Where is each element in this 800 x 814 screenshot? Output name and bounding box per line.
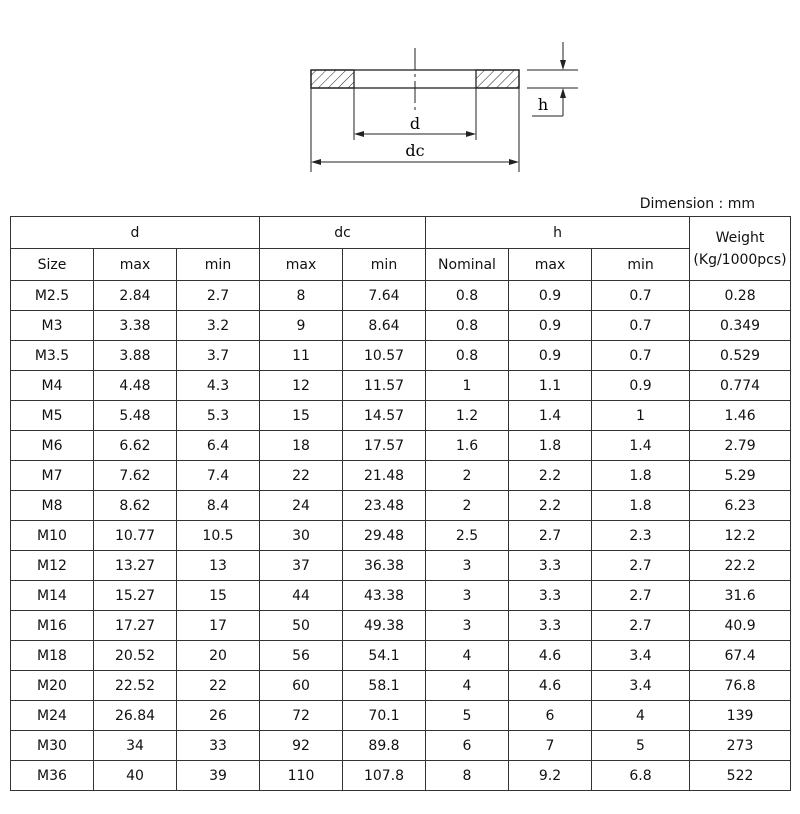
cell-d-min: 2.7 bbox=[177, 281, 260, 311]
cell-h-max: 0.9 bbox=[509, 311, 592, 341]
cell-h-nominal: 1.2 bbox=[426, 401, 509, 431]
cell-weight: 0.774 bbox=[690, 371, 791, 401]
table-row bbox=[11, 761, 791, 791]
cell-h-nominal: 4 bbox=[426, 641, 509, 671]
cell-dc-max: 72 bbox=[260, 701, 343, 731]
cell-h-min: 1.8 bbox=[592, 461, 690, 491]
cell-dc-min: 11.57 bbox=[343, 371, 426, 401]
cell-size: M6 bbox=[11, 431, 94, 461]
cell-h-nominal: 5 bbox=[426, 701, 509, 731]
cell-h-nominal: 0.8 bbox=[426, 281, 509, 311]
cell-dc-min: 23.48 bbox=[343, 491, 426, 521]
cell-h-max: 1.1 bbox=[509, 371, 592, 401]
cell-dc-min: 107.8 bbox=[343, 761, 426, 791]
cell-h-nominal: 4 bbox=[426, 671, 509, 701]
cell-h-nominal: 2 bbox=[426, 461, 509, 491]
cell-size: M10 bbox=[11, 521, 94, 551]
cell-size: M18 bbox=[11, 641, 94, 671]
cell-d-min: 26 bbox=[177, 701, 260, 731]
cell-weight: 40.9 bbox=[690, 611, 791, 641]
cell-dc-min: 36.38 bbox=[343, 551, 426, 581]
header-weight bbox=[690, 217, 791, 281]
cell-d-max: 7.62 bbox=[94, 461, 177, 491]
cell-weight: 31.6 bbox=[690, 581, 791, 611]
d-label: d bbox=[409, 114, 421, 133]
table-row bbox=[11, 701, 791, 731]
cell-h-min: 2.7 bbox=[592, 581, 690, 611]
subheader-dc-max: max bbox=[260, 249, 343, 281]
cell-weight: 139 bbox=[690, 701, 791, 731]
cell-dc-min: 49.38 bbox=[343, 611, 426, 641]
cell-dc-max: 24 bbox=[260, 491, 343, 521]
cell-d-max: 8.62 bbox=[94, 491, 177, 521]
cell-weight: 6.23 bbox=[690, 491, 791, 521]
cell-dc-min: 10.57 bbox=[343, 341, 426, 371]
cell-h-max: 3.3 bbox=[509, 551, 592, 581]
cell-dc-max: 50 bbox=[260, 611, 343, 641]
cell-h-nominal: 1 bbox=[426, 371, 509, 401]
cell-dc-max: 15 bbox=[260, 401, 343, 431]
cell-d-max: 3.38 bbox=[94, 311, 177, 341]
cell-size: M2.5 bbox=[11, 281, 94, 311]
cell-weight: 1.46 bbox=[690, 401, 791, 431]
table-row bbox=[11, 731, 791, 761]
cell-d-min: 3.2 bbox=[177, 311, 260, 341]
cell-h-nominal: 6 bbox=[426, 731, 509, 761]
header-dc: dc bbox=[260, 217, 426, 249]
cell-weight: 12.2 bbox=[690, 521, 791, 551]
table-group-header-row bbox=[11, 217, 791, 249]
cell-d-min: 4.3 bbox=[177, 371, 260, 401]
cell-dc-max: 12 bbox=[260, 371, 343, 401]
cell-weight: 522 bbox=[690, 761, 791, 791]
cell-size: M36 bbox=[11, 761, 94, 791]
subheader-h-max: max bbox=[509, 249, 592, 281]
cell-h-nominal: 2.5 bbox=[426, 521, 509, 551]
header-h: h bbox=[426, 217, 690, 249]
cell-weight: 0.349 bbox=[690, 311, 791, 341]
cell-h-min: 5 bbox=[592, 731, 690, 761]
cell-h-max: 2.2 bbox=[509, 461, 592, 491]
cell-h-nominal: 1.6 bbox=[426, 431, 509, 461]
h-label: h bbox=[537, 95, 549, 114]
cell-h-min: 2.7 bbox=[592, 551, 690, 581]
cell-h-nominal: 3 bbox=[426, 551, 509, 581]
cell-dc-max: 30 bbox=[260, 521, 343, 551]
cell-dc-max: 110 bbox=[260, 761, 343, 791]
cell-d-min: 22 bbox=[177, 671, 260, 701]
table-sub-header-row bbox=[11, 249, 791, 281]
cell-d-min: 20 bbox=[177, 641, 260, 671]
cell-size: M14 bbox=[11, 581, 94, 611]
cell-d-max: 34 bbox=[94, 731, 177, 761]
cell-weight: 0.529 bbox=[690, 341, 791, 371]
cell-h-max: 3.3 bbox=[509, 611, 592, 641]
cell-size: M8 bbox=[11, 491, 94, 521]
cell-h-min: 0.9 bbox=[592, 371, 690, 401]
cell-d-min: 7.4 bbox=[177, 461, 260, 491]
washer-drawing bbox=[0, 0, 800, 190]
cell-h-max: 7 bbox=[509, 731, 592, 761]
cell-weight: 273 bbox=[690, 731, 791, 761]
cell-h-nominal: 3 bbox=[426, 581, 509, 611]
cell-h-nominal: 8 bbox=[426, 761, 509, 791]
table-row bbox=[11, 581, 791, 611]
table-row bbox=[11, 491, 791, 521]
cell-h-min: 1 bbox=[592, 401, 690, 431]
cell-d-min: 13 bbox=[177, 551, 260, 581]
table-row bbox=[11, 311, 791, 341]
cell-h-max: 9.2 bbox=[509, 761, 592, 791]
cell-d-max: 22.52 bbox=[94, 671, 177, 701]
cell-d-max: 4.48 bbox=[94, 371, 177, 401]
cell-dc-min: 54.1 bbox=[343, 641, 426, 671]
table-body bbox=[11, 281, 791, 791]
subheader-h-nominal: Nominal bbox=[426, 249, 509, 281]
cell-d-min: 39 bbox=[177, 761, 260, 791]
table-row bbox=[11, 371, 791, 401]
cell-d-min: 17 bbox=[177, 611, 260, 641]
table-row bbox=[11, 641, 791, 671]
cell-dc-min: 21.48 bbox=[343, 461, 426, 491]
cell-h-min: 0.7 bbox=[592, 281, 690, 311]
cell-h-max: 6 bbox=[509, 701, 592, 731]
cell-d-min: 10.5 bbox=[177, 521, 260, 551]
cell-h-max: 4.6 bbox=[509, 671, 592, 701]
subheader-size: Size bbox=[11, 249, 94, 281]
cell-h-min: 6.8 bbox=[592, 761, 690, 791]
cell-d-min: 8.4 bbox=[177, 491, 260, 521]
cell-d-max: 20.52 bbox=[94, 641, 177, 671]
cell-d-max: 6.62 bbox=[94, 431, 177, 461]
cell-size: M3.5 bbox=[11, 341, 94, 371]
cell-d-max: 17.27 bbox=[94, 611, 177, 641]
cell-size: M12 bbox=[11, 551, 94, 581]
subheader-d-min: min bbox=[177, 249, 260, 281]
cell-h-max: 1.4 bbox=[509, 401, 592, 431]
table-row bbox=[11, 401, 791, 431]
cell-d-min: 5.3 bbox=[177, 401, 260, 431]
cell-h-max: 4.6 bbox=[509, 641, 592, 671]
table-row bbox=[11, 551, 791, 581]
cell-weight: 76.8 bbox=[690, 671, 791, 701]
cell-h-min: 1.4 bbox=[592, 431, 690, 461]
cell-size: M16 bbox=[11, 611, 94, 641]
table-row bbox=[11, 611, 791, 641]
cell-d-max: 10.77 bbox=[94, 521, 177, 551]
cell-dc-min: 8.64 bbox=[343, 311, 426, 341]
cell-h-nominal: 2 bbox=[426, 491, 509, 521]
dimension-unit-note: Dimension : mm bbox=[639, 196, 755, 212]
table-row bbox=[11, 521, 791, 551]
cell-dc-min: 58.1 bbox=[343, 671, 426, 701]
cell-d-min: 15 bbox=[177, 581, 260, 611]
cell-d-max: 2.84 bbox=[94, 281, 177, 311]
washer-right-section bbox=[476, 70, 519, 88]
cell-d-max: 13.27 bbox=[94, 551, 177, 581]
cell-size: M5 bbox=[11, 401, 94, 431]
cell-dc-min: 17.57 bbox=[343, 431, 426, 461]
header-d: d bbox=[11, 217, 260, 249]
cell-h-nominal: 0.8 bbox=[426, 311, 509, 341]
cell-weight: 22.2 bbox=[690, 551, 791, 581]
subheader-dc-min: min bbox=[343, 249, 426, 281]
cell-d-max: 40 bbox=[94, 761, 177, 791]
cell-d-min: 33 bbox=[177, 731, 260, 761]
cell-h-min: 1.8 bbox=[592, 491, 690, 521]
cell-h-max: 1.8 bbox=[509, 431, 592, 461]
table-row bbox=[11, 341, 791, 371]
cell-h-min: 3.4 bbox=[592, 671, 690, 701]
table-row bbox=[11, 461, 791, 491]
washer-left-section bbox=[311, 70, 354, 88]
dc-label: dc bbox=[405, 141, 425, 160]
cell-dc-max: 44 bbox=[260, 581, 343, 611]
cell-dc-min: 89.8 bbox=[343, 731, 426, 761]
cell-size: M24 bbox=[11, 701, 94, 731]
subheader-d-max: max bbox=[94, 249, 177, 281]
cell-h-max: 2.2 bbox=[509, 491, 592, 521]
cell-h-min: 0.7 bbox=[592, 311, 690, 341]
cell-size: M3 bbox=[11, 311, 94, 341]
cell-dc-max: 8 bbox=[260, 281, 343, 311]
cell-dc-max: 37 bbox=[260, 551, 343, 581]
cell-dc-min: 29.48 bbox=[343, 521, 426, 551]
cell-dc-max: 56 bbox=[260, 641, 343, 671]
washer-spec-table bbox=[10, 216, 791, 791]
cell-weight: 0.28 bbox=[690, 281, 791, 311]
cell-h-min: 2.3 bbox=[592, 521, 690, 551]
cell-weight: 5.29 bbox=[690, 461, 791, 491]
header-weight-line1: Weight bbox=[715, 229, 765, 246]
cell-dc-min: 14.57 bbox=[343, 401, 426, 431]
header-weight-line2: (Kg/1000pcs) bbox=[693, 251, 787, 268]
cell-weight: 67.4 bbox=[690, 641, 791, 671]
cell-h-min: 3.4 bbox=[592, 641, 690, 671]
cell-dc-max: 18 bbox=[260, 431, 343, 461]
cell-h-max: 0.9 bbox=[509, 341, 592, 371]
table-row bbox=[11, 281, 791, 311]
cell-dc-max: 11 bbox=[260, 341, 343, 371]
cell-d-min: 6.4 bbox=[177, 431, 260, 461]
cell-weight: 2.79 bbox=[690, 431, 791, 461]
cell-d-max: 3.88 bbox=[94, 341, 177, 371]
cell-dc-max: 22 bbox=[260, 461, 343, 491]
cell-h-min: 2.7 bbox=[592, 611, 690, 641]
cell-dc-max: 9 bbox=[260, 311, 343, 341]
cell-size: M7 bbox=[11, 461, 94, 491]
cell-h-max: 3.3 bbox=[509, 581, 592, 611]
cell-h-nominal: 3 bbox=[426, 611, 509, 641]
cell-d-max: 5.48 bbox=[94, 401, 177, 431]
table-row bbox=[11, 431, 791, 461]
cell-d-max: 15.27 bbox=[94, 581, 177, 611]
cell-dc-min: 70.1 bbox=[343, 701, 426, 731]
cell-h-nominal: 0.8 bbox=[426, 341, 509, 371]
subheader-h-min: min bbox=[592, 249, 690, 281]
cell-size: M20 bbox=[11, 671, 94, 701]
cell-dc-min: 43.38 bbox=[343, 581, 426, 611]
cell-dc-min: 7.64 bbox=[343, 281, 426, 311]
cell-h-max: 2.7 bbox=[509, 521, 592, 551]
cell-h-min: 4 bbox=[592, 701, 690, 731]
cell-dc-max: 60 bbox=[260, 671, 343, 701]
cell-dc-max: 92 bbox=[260, 731, 343, 761]
cell-size: M4 bbox=[11, 371, 94, 401]
cell-d-max: 26.84 bbox=[94, 701, 177, 731]
cell-h-min: 0.7 bbox=[592, 341, 690, 371]
cell-d-min: 3.7 bbox=[177, 341, 260, 371]
cell-h-max: 0.9 bbox=[509, 281, 592, 311]
table-row bbox=[11, 671, 791, 701]
cell-size: M30 bbox=[11, 731, 94, 761]
